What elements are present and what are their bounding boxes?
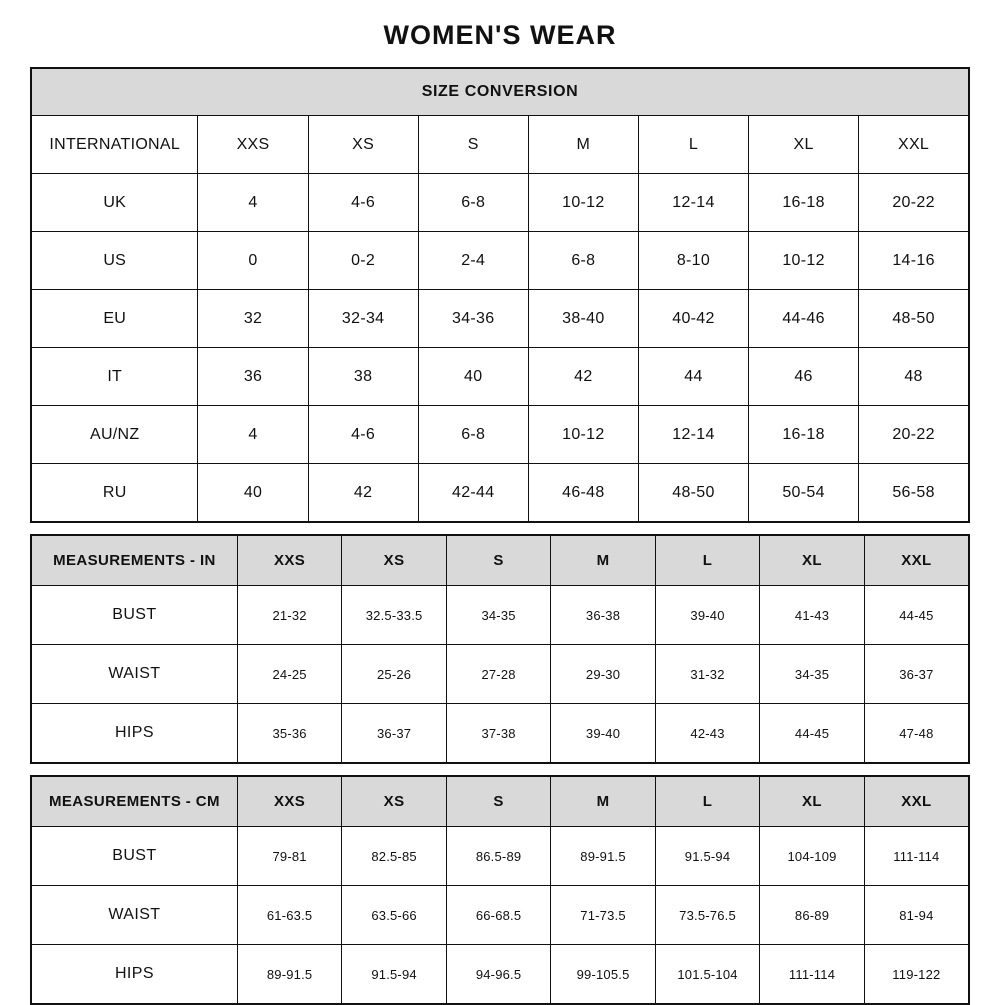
table-row: [31, 535, 969, 586]
measurement-cell: 39-40: [551, 704, 655, 764]
size-header: L: [655, 776, 759, 827]
size-header: XXL: [864, 535, 969, 586]
measurement-cell: 44-45: [864, 586, 969, 645]
measurement-cell: 104-109: [760, 827, 864, 886]
size-cell: 8-10: [638, 232, 748, 290]
size-cell: 48-50: [859, 290, 969, 348]
measurement-cell: 94-96.5: [446, 945, 550, 1005]
size-header: XS: [342, 535, 446, 586]
measurement-cell: 91.5-94: [342, 945, 446, 1005]
size-conversion-title: SIZE CONVERSION: [31, 68, 969, 116]
size-cell: 36: [198, 348, 308, 406]
size-cell: 34-36: [418, 290, 528, 348]
page-title: WOMEN'S WEAR: [383, 20, 617, 50]
row-label: HIPS: [31, 945, 237, 1005]
measurement-cell: 29-30: [551, 645, 655, 704]
measurement-cell: 37-38: [446, 704, 550, 764]
size-cell: S: [418, 116, 528, 174]
row-label: UK: [31, 174, 198, 232]
size-cell: XS: [308, 116, 418, 174]
size-cell: 44-46: [749, 290, 859, 348]
measurement-cell: 111-114: [760, 945, 864, 1005]
size-cell: 32-34: [308, 290, 418, 348]
table-row: [31, 116, 969, 174]
measurement-cell: 81-94: [864, 886, 969, 945]
size-header: XXS: [237, 776, 341, 827]
measurement-cell: 119-122: [864, 945, 969, 1005]
size-cell: 4-6: [308, 174, 418, 232]
table-row: [31, 704, 969, 764]
size-cell: 10-12: [749, 232, 859, 290]
size-cell: 2-4: [418, 232, 528, 290]
size-header: XXS: [237, 535, 341, 586]
measurement-cell: 89-91.5: [551, 827, 655, 886]
measurement-cell: 32.5-33.5: [342, 586, 446, 645]
table-row: [31, 174, 969, 232]
size-cell: 40-42: [638, 290, 748, 348]
size-cell: 42-44: [418, 464, 528, 523]
row-label: AU/NZ: [31, 406, 198, 464]
measurement-cell: 66-68.5: [446, 886, 550, 945]
measurement-cell: 101.5-104: [655, 945, 759, 1005]
size-cell: 4: [198, 406, 308, 464]
measurement-cell: 25-26: [342, 645, 446, 704]
size-cell: 42: [528, 348, 638, 406]
table-row: [31, 586, 969, 645]
measurement-cell: 61-63.5: [237, 886, 341, 945]
row-label: BUST: [31, 586, 237, 645]
row-label: US: [31, 232, 198, 290]
row-label: WAIST: [31, 645, 237, 704]
size-cell: 40: [418, 348, 528, 406]
size-conversion-table: [30, 67, 970, 523]
size-header: S: [446, 776, 550, 827]
row-label: BUST: [31, 827, 237, 886]
table-row: [31, 945, 969, 1005]
size-cell: 38: [308, 348, 418, 406]
measurement-cell: 34-35: [760, 645, 864, 704]
size-cell: 4: [198, 174, 308, 232]
size-cell: 48-50: [638, 464, 748, 523]
size-cell: 38-40: [528, 290, 638, 348]
measurement-cell: 47-48: [864, 704, 969, 764]
measurement-cell: 36-37: [864, 645, 969, 704]
size-cell: 42: [308, 464, 418, 523]
size-header: M: [551, 535, 655, 586]
size-cell: 40: [198, 464, 308, 523]
measurements-in-table: [30, 534, 970, 764]
size-cell: 16-18: [749, 174, 859, 232]
size-cell: XXL: [859, 116, 969, 174]
size-header: S: [446, 535, 550, 586]
measurement-cell: 36-38: [551, 586, 655, 645]
row-label: WAIST: [31, 886, 237, 945]
row-label: IT: [31, 348, 198, 406]
measurement-cell: 63.5-66: [342, 886, 446, 945]
table-row: [31, 348, 969, 406]
size-header: XXL: [864, 776, 969, 827]
size-cell: 32: [198, 290, 308, 348]
table-row: [31, 645, 969, 704]
size-cell: 0-2: [308, 232, 418, 290]
measurement-cell: 39-40: [655, 586, 759, 645]
size-cell: 46: [749, 348, 859, 406]
row-label: EU: [31, 290, 198, 348]
size-header: L: [655, 535, 759, 586]
size-header: XL: [760, 535, 864, 586]
measurement-cell: 35-36: [237, 704, 341, 764]
size-cell: 20-22: [859, 406, 969, 464]
measurement-cell: 86-89: [760, 886, 864, 945]
measurement-cell: 89-91.5: [237, 945, 341, 1005]
table-row: [31, 232, 969, 290]
measurements-cm-table: [30, 775, 970, 1005]
size-cell: 16-18: [749, 406, 859, 464]
table-row: [31, 776, 969, 827]
measurement-cell: 79-81: [237, 827, 341, 886]
size-cell: XL: [749, 116, 859, 174]
measurement-cell: 99-105.5: [551, 945, 655, 1005]
size-cell: 56-58: [859, 464, 969, 523]
size-header: M: [551, 776, 655, 827]
measurements-title: MEASUREMENTS - CM: [31, 776, 237, 827]
size-cell: 0: [198, 232, 308, 290]
measurement-cell: 42-43: [655, 704, 759, 764]
measurement-cell: 71-73.5: [551, 886, 655, 945]
measurement-cell: 34-35: [446, 586, 550, 645]
size-cell: M: [528, 116, 638, 174]
measurement-cell: 86.5-89: [446, 827, 550, 886]
size-cell: 12-14: [638, 174, 748, 232]
measurement-cell: 27-28: [446, 645, 550, 704]
size-cell: 4-6: [308, 406, 418, 464]
measurement-cell: 21-32: [237, 586, 341, 645]
measurement-cell: 82.5-85: [342, 827, 446, 886]
measurements-title: MEASUREMENTS - IN: [31, 535, 237, 586]
measurement-cell: 111-114: [864, 827, 969, 886]
size-cell: 10-12: [528, 406, 638, 464]
measurement-cell: 41-43: [760, 586, 864, 645]
table-row: [31, 464, 969, 523]
size-cell: 6-8: [418, 174, 528, 232]
size-cell: 6-8: [418, 406, 528, 464]
table-row: [31, 827, 969, 886]
row-label: HIPS: [31, 704, 237, 764]
size-cell: 50-54: [749, 464, 859, 523]
row-label: INTERNATIONAL: [31, 116, 198, 174]
measurement-cell: 24-25: [237, 645, 341, 704]
row-label: RU: [31, 464, 198, 523]
table-row: [31, 290, 969, 348]
measurement-cell: 73.5-76.5: [655, 886, 759, 945]
table-row: [31, 886, 969, 945]
size-cell: L: [638, 116, 748, 174]
table-row: [31, 68, 969, 116]
size-cell: 20-22: [859, 174, 969, 232]
measurement-cell: 91.5-94: [655, 827, 759, 886]
size-cell: 48: [859, 348, 969, 406]
size-header: XS: [342, 776, 446, 827]
size-cell: 44: [638, 348, 748, 406]
size-cell: 14-16: [859, 232, 969, 290]
size-cell: 10-12: [528, 174, 638, 232]
measurement-cell: 44-45: [760, 704, 864, 764]
table-row: [31, 406, 969, 464]
size-cell: 12-14: [638, 406, 748, 464]
size-cell: 46-48: [528, 464, 638, 523]
size-cell: XXS: [198, 116, 308, 174]
measurement-cell: 36-37: [342, 704, 446, 764]
size-header: XL: [760, 776, 864, 827]
size-cell: 6-8: [528, 232, 638, 290]
measurement-cell: 31-32: [655, 645, 759, 704]
